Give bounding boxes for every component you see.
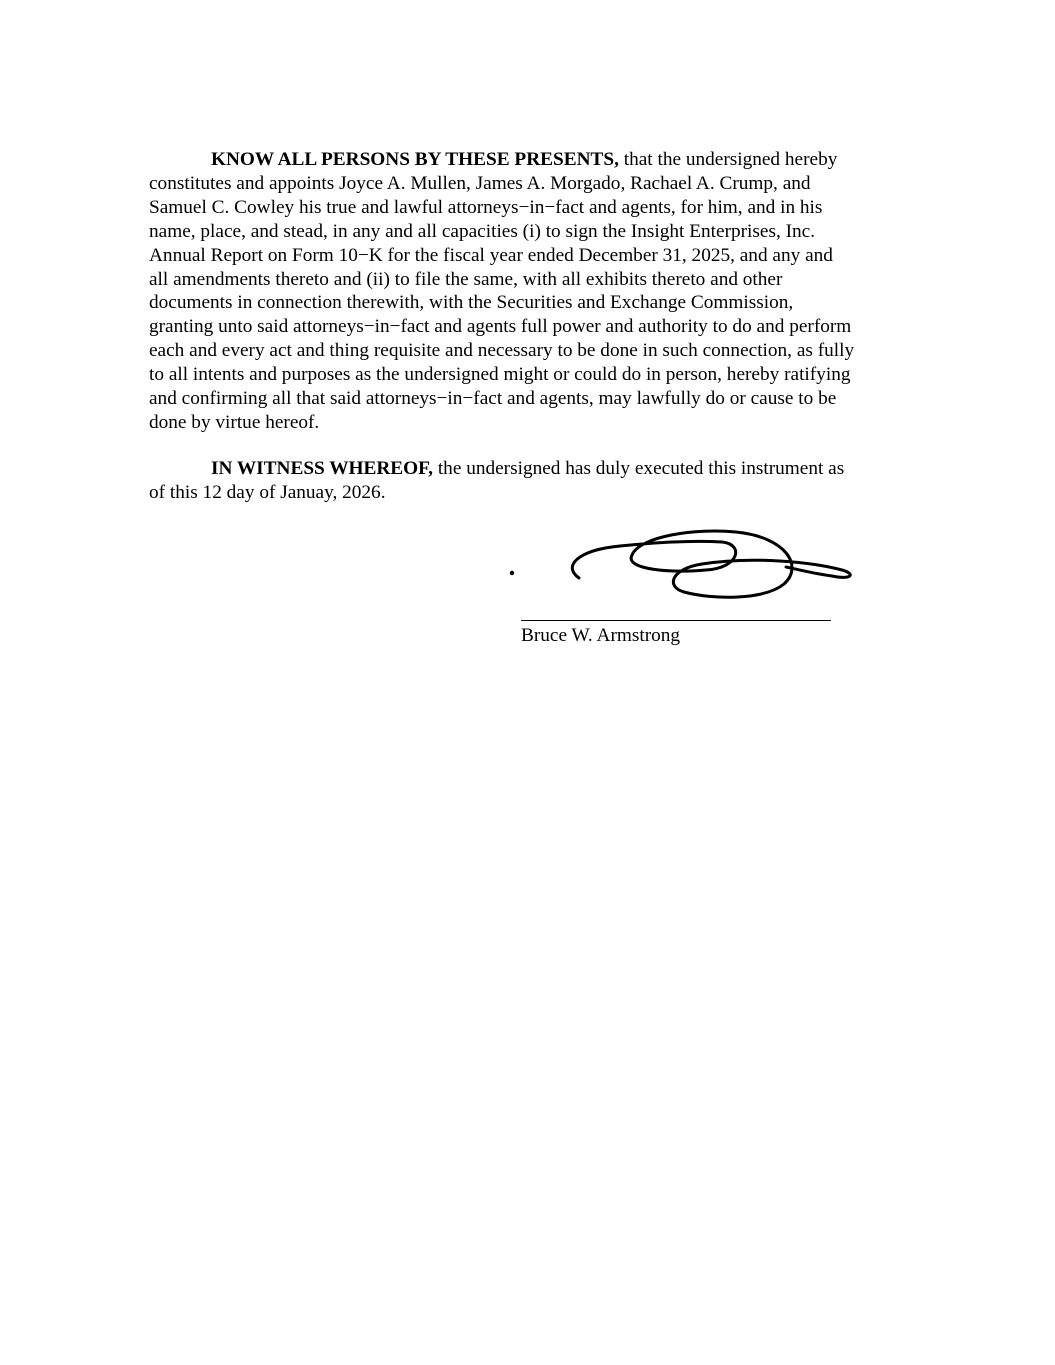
- text-line: done by virtue hereof.: [149, 411, 320, 433]
- paragraph-first-line: [149, 457, 911, 481]
- witness-paragraph: [149, 457, 911, 505]
- text-line: constitutes and appoints Joyce A. Mullen, James A. Morgado, Rachael A. Crump, and: [149, 172, 811, 194]
- signature-stroke: [572, 531, 850, 597]
- text-line: that the undersigned hereby: [618, 149, 838, 170]
- text-line: name, place, and stead, in any and all capacities (i) to sign the Insight Enterprises, Inc.: [149, 220, 816, 242]
- text-line: each and every act and thing requisite and necessary to be done in such connection, as fully: [149, 340, 855, 362]
- text-line: the undersigned has duly executed this instrument as: [433, 458, 845, 479]
- text-line: documents in connection therewith, with the Securities and Exchange Commission,: [149, 292, 794, 314]
- text-line: granting unto said attorneys−in−fact and agents full power and authority to do and perform: [149, 316, 852, 338]
- text-line: and confirming all that said attorneys−in−fact and agents, may lawfully do or cause to be: [149, 388, 837, 410]
- signature-line: [521, 620, 831, 621]
- text-line: to all intents and purposes as the undersigned might or could do in person, hereby ratifying: [149, 364, 851, 386]
- signature-dot: [510, 571, 514, 575]
- handwritten-signature: [500, 520, 860, 610]
- heading-in-witness-whereof: IN WITNESS WHEREOF,: [211, 458, 433, 479]
- heading-know-all-persons: KNOW ALL PERSONS BY THESE PRESENTS,: [211, 149, 619, 170]
- signer-name: Bruce W. Armstrong: [521, 625, 681, 646]
- text-line: Samuel C. Cowley his true and lawful attorneys−in−fact and agents, for him, and in his: [149, 196, 823, 218]
- text-line: of this 12 day of Januay, 2026.: [149, 481, 386, 503]
- power-of-attorney-paragraph: [149, 148, 911, 435]
- paragraph-first-line: [149, 148, 911, 172]
- text-line: Annual Report on Form 10−K for the fiscal year ended December 31, 2025, and any and: [149, 244, 833, 266]
- text-line: all amendments thereto and (ii) to file the same, with all exhibits thereto and other: [149, 268, 783, 290]
